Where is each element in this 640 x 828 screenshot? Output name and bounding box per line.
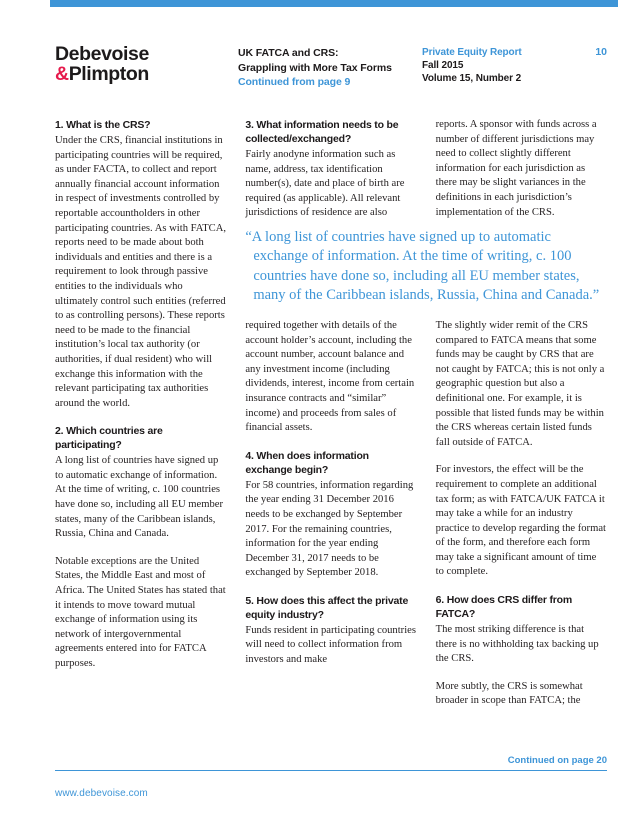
pull-quote: “A long list of countries have signed up to automatic exchange of information. At the time of writing, c. 100 countries have done so, including all EU member states, many of the Caribbean islands, Russia, China and Canada.” [245,228,600,304]
continued-on-link[interactable]: Continued on page 20 [507,755,607,766]
pull-quote-container [245,221,607,319]
body-paragraph: required together with details of the account holder’s account, including the account number, account balance and any investment income (including dividends, interest, income from certain insurance contracts and “similar” income) and proceeds from sales of financial assets. [245,319,415,434]
column-1 [55,118,226,709]
body-paragraph: Under the CRS, financial institutions in participating countries will be required, as under FACTA, to collect and report annually financial account information in respect of investments controlled by reportable accountholders in other participating countries. As with FATCA, reports need to be made about both individuals and entities and there is a requirement to look through passive entities to the individuals who ultimately control such entities (referred to as controlling persons). These reports need to be made to the financial institution’s local tax authority (or authorities, if dual resident) who will exchange this information with the relevant participating tax authorities around the world. [55,135,227,409]
article-title-line1: UK FATCA and CRS: [238,47,339,59]
publication-info [422,46,572,85]
body-paragraph: For investors, the effect will be the requirement to complete an additional tax form; as with FATCA/UK FATCA it may take a while for an industry practice to develop regarding the format of the form, and therefore each form may take a significant amount of time to complete. [435,464,606,578]
column-2-bottom [245,319,416,709]
publication-issue: Fall 2015 [422,60,464,71]
article-body [55,118,607,709]
continued-from-link[interactable]: Continued from page 9 [238,76,351,88]
section-heading-4: 4. When does information exchange begin? [245,449,369,476]
column-3-top [436,118,607,221]
section-heading-2: 2. Which countries are participating? [55,425,163,452]
logo-line1: Debevoise [55,43,149,65]
section-heading-6: 6. How does CRS differ from FATCA? [435,594,573,621]
article-title-line2: Grappling with More Tax Forms [238,61,392,74]
body-paragraph: The most striking difference is that there is no withholding tax backing up the CRS. [435,624,599,665]
body-paragraph: For 58 countries, information regarding the year ending 31 December 2016 needs to be exchanged by September 2017. For the remaining countries, information for the year ending December 31, 2017 needs to be exchanged by September 2018. [245,479,414,579]
logo-line2: &Plimpton [55,63,149,85]
body-paragraph: More subtly, the CRS is somewhat broader in scope than FATCA; the [435,680,583,707]
footer-rule [55,770,607,771]
section-heading-5: 5. How does this affect the private equity industry? [245,594,409,621]
column-3-bottom [436,319,607,709]
body-paragraph: The slightly wider remit of the CRS compared to FATCA means that some funds may be caught by CRS that are not caught by FATCA; this is not only a geographic question but also a definitional one. For example, it is possible that listed funds may be within the CRS whereas certain listed funds fall outside of FATCA. [435,319,605,448]
publication-name: Private Equity Report [422,47,522,58]
section-heading-1: 1. What is the CRS? [55,119,151,131]
page-number: 10 [595,46,607,58]
publication-volume: Volume 15, Number 2 [422,73,522,84]
section-heading-3: 3. What information needs to be collected/exchanged? [245,119,399,145]
body-paragraph: Funds resident in participating countries will need to collect information from investors and make [245,624,416,666]
column-2-top [245,118,416,221]
body-paragraph: A long list of countries have signed up to automatic exchange of information. At the time of writing, c. 100 countries have done so, including all EU member states, many of the Caribbean islands, Russia, China and Canada. [55,455,223,540]
top-accent-bar [50,0,618,7]
website-link[interactable]: www.debevoise.com [55,788,148,799]
article-header [238,46,413,90]
body-paragraph: Fairly anodyne information such as name, address, tax identification number(s), date and place of birth are required (as applicable). All relevant jurisdictions of residence are also [245,149,405,219]
body-paragraph: Notable exceptions are the United States, the Middle East and most of Africa. The United States has stated that it intends to move toward mutual exchange of information using its network of intergovernmental agreements entered into for FATCA purposes. [55,555,226,669]
firm-logo [55,44,149,84]
body-paragraph: reports. A sponsor with funds across a number of different jurisdictions may need to collect slightly different information for each jurisdiction as there may be slight variances in the definitions in each jurisdiction’s implementation of the CRS. [435,119,597,218]
logo-ampersand: & [55,63,69,85]
